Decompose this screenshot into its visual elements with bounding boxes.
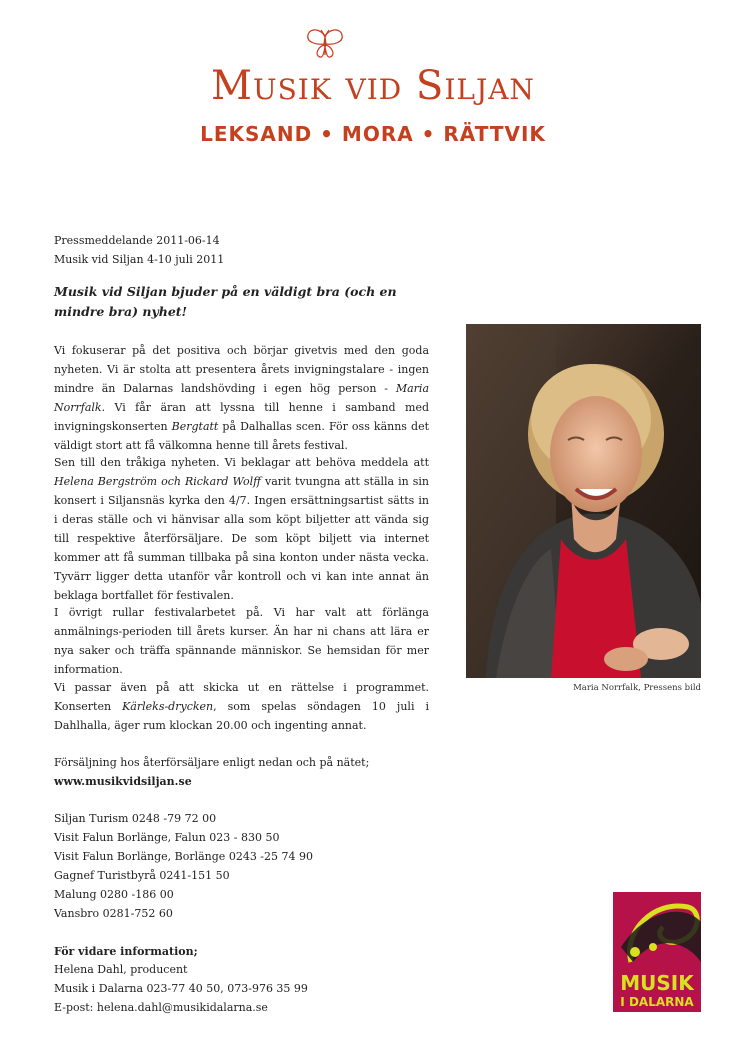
website-link[interactable]: www.musikvidsiljan.se — [54, 775, 192, 788]
sales-intro: Försäljning hos återförsäljare enligt nedan och på nätet; — [54, 756, 370, 769]
contact-phone: Musik i Dalarna 023-77 40 50, 073-976 35 99 — [54, 982, 308, 995]
logo-text-line2: I DALARNA — [620, 995, 694, 1009]
list-item: Vansbro 0281-752 60 — [54, 907, 173, 920]
festival-dates: Musik vid Siljan 4-10 juli 2011 — [54, 253, 225, 266]
artist-names: Helena Bergström och Rickard Wolff — [54, 475, 261, 488]
paragraph-2: Sen till den tråkiga nyheten. Vi beklagar att behöva meddela att Helena Bergström och Rickard Wolff varit tvungna att ställa in sin konsert i Siljansnäs kyrka den 4/7. Ingen ersättningsartist sätts in i deras ställe och vi hänvisar alla som köpt biljetter att vända sig till respektive återförsäljare. De som köpt biljett via internet kommer att få summan tillbaka på sina konton under nästa vecka. Tyvärr ligger detta utanför vår kontroll och vi kan inte annat än beklaga bortfallet för festivalen. — [54, 456, 430, 602]
retailer-list — [54, 809, 429, 923]
paragraph-3: I övrigt rullar festivalarbetet på. Vi har valt att förlänga anmälnings-perioden till årets kurser. Än har ni chans att lära er nya saker och träffa spännande människor. Se hemsidan för mer information. — [54, 606, 429, 676]
musik-i-dalarna-logo — [613, 892, 701, 1012]
list-item: Siljan Turism 0248 -79 72 00 — [54, 812, 217, 825]
headline: Musik vid Siljan bjuder på en väldigt bra (och en mindre bra) nyhet! — [54, 284, 397, 319]
brand-places: LEKSAND • MORA • RÄTTVIK — [200, 122, 546, 146]
paragraph-1: Vi fokuserar på det positiva och börjar givetvis med den goda nyheten. Vi är stolta att presentera årets invigningstalare - ingen mindre än Dalarnas landshövding i egen hög person - Maria Norrfalk. Vi får äran att lyssna till henne i samband med invigningskonserten Bergtatt på Dalhallas scen. För oss känns det väldigt stort att få välkomna henne till årets festival. — [54, 344, 430, 452]
brand-title: Musik vid Siljan — [211, 63, 535, 109]
concert-name: Kärleks-drycken — [122, 700, 214, 713]
concert-name: Bergtatt — [171, 420, 219, 433]
contact-heading: För vidare information; — [54, 945, 198, 958]
contact-name: Helena Dahl, producent — [54, 963, 188, 976]
contact-info — [54, 960, 429, 1017]
portrait-photo — [466, 324, 701, 678]
list-item: Visit Falun Borlänge, Borlänge 0243 -25 74 90 — [54, 850, 314, 863]
sales-info — [54, 753, 429, 791]
photo-caption: Maria Norrfalk, Pressens bild — [573, 683, 701, 693]
paragraph-4: Vi passar även på att skicka ut en rättelse i programmet. Konserten Kärleks-drycken, som spelas söndagen 10 juli i Dahlhalla, äger rum klockan 20.00 och ingenting annat. — [54, 681, 429, 732]
speaker-name: Maria Norrfalk — [54, 382, 429, 414]
list-item: Gagnef Turistbyrå 0241-151 50 — [54, 869, 230, 882]
press-date: Pressmeddelande 2011-06-14 — [54, 234, 220, 247]
list-item: Malung 0280 -186 00 — [54, 888, 174, 901]
logo-text-line1: MUSIK — [620, 971, 694, 995]
contact-email[interactable]: E-post: helena.dahl@musikidalarna.se — [54, 1001, 268, 1014]
list-item: Visit Falun Borlänge, Falun 023 - 830 50 — [54, 831, 280, 844]
press-meta — [54, 231, 429, 269]
